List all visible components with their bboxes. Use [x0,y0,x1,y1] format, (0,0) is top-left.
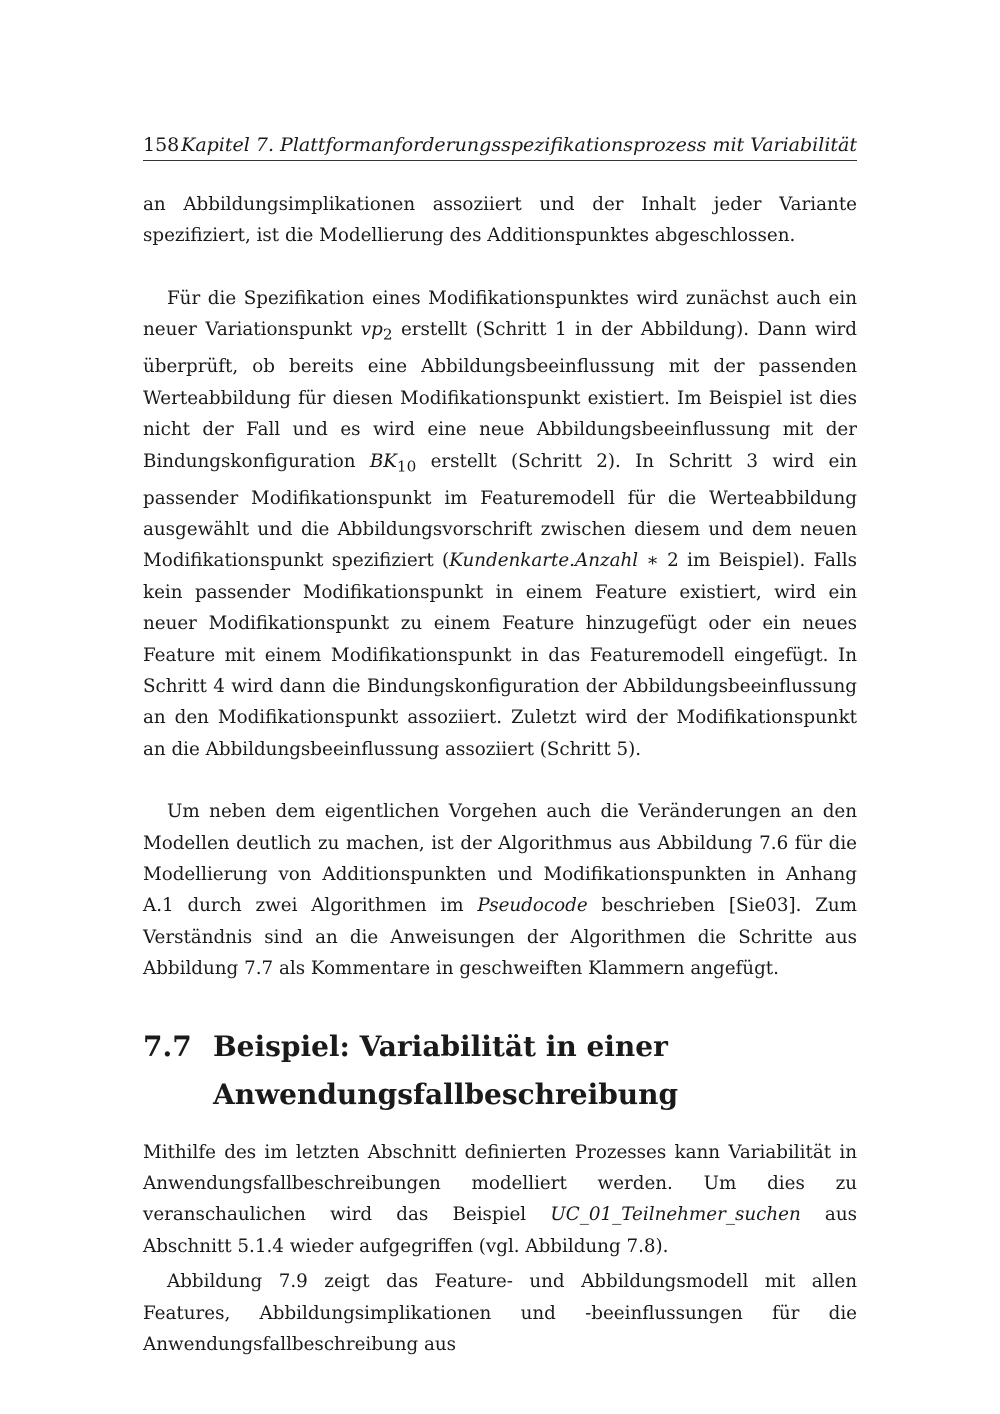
mapping-expression: Kundenkarte.Anzahl [449,550,639,572]
variation-point-subscript: 2 [382,325,393,344]
paragraph-2 [143,283,857,765]
paragraph-2-text-a: Für die Spezifikation eines Modifikationspunktes wird zunächst auch ein neuer Variationspunkt [143,287,857,341]
section-heading [143,1023,857,1119]
paragraph-3-text-b: beschrieben [Sie03]. Zum Verständnis sind an die Anweisungen der Algorithmen die Schritte aus Abbildung 7.7 als Kommentare in geschweiften Klammern angefügt. [143,895,858,980]
paragraph-2-text-c: erstellt (Schritt 2). In Schritt 3 wird ein passender Modifikationspunkt im Featuremodell für die Werteabbildung ausgewählt und die Abbildungsvorschrift zwischen diesem und dem neuen Modifikationspunkt spezifiziert ( [143,450,857,572]
pseudocode-term: Pseudocode [477,895,588,917]
section-title: Beispiel: Variabilität in einer Anwendungsfallbeschreibung [213,1029,679,1111]
running-title: Kapitel 7. Plattformanforderungsspezifikationsprozess mit Variabilität [181,134,857,156]
paragraph-3 [143,796,857,984]
binding-config-symbol: BK [369,450,397,472]
mapping-expression-rest: ∗ 2 [638,550,679,572]
paragraph-3-text-a: Um neben dem eigentlichen Vorgehen auch die Veränderungen an den Modellen deutlich zu machen, ist der Algorithmus aus Abbildung 7.6 für die Modellierung von Additionspunkten und Modifikationspunkten in Anhang A.1 durch zwei Algorithmen im [143,801,857,917]
page-number: 158 [143,134,180,156]
paragraph-1: an Abbildungsimplikationen assoziiert und der Inhalt jeder Variante spezifiziert, ist die Modellierung des Additionspunktes abgeschlossen. [143,194,857,247]
use-case-id: UC_01_Teilnehmer_suchen [550,1204,801,1226]
variation-point-symbol: vp [360,319,383,341]
paragraph-2-text-d: im Beispiel). Falls kein passender Modifikationspunkt in einem Feature existiert, wird ein neuer Modifikationspunkt zu einem Feature hinzugefügt oder ein neues Feature mit einem Modifikationspunkt in das Featuremodell eingefügt. In Schritt 4 wird dann die Bindungskonfiguration der Abbildungsbeeinflussung an den Modifikationspunkt assoziiert. Zuletzt wird der Modifikationspunkt an die Abbildungsbeeinflussung assoziiert (Schritt 5). [143,550,857,760]
paragraph-4-text-b: aus Abschnitt 5.1.4 wieder aufgegriffen (vgl. Abbildung 7.8). [143,1204,857,1257]
paragraph-5: Abbildung 7.9 zeigt das Feature- und Abbildungsmodell mit allen Features, Abbildungsimplikationen und -beeinflussungen für die Anwendungsfallbeschreibung aus [143,1271,857,1356]
paragraph-4 [143,1137,857,1263]
section-number: 7.7 [143,1029,192,1063]
paragraph-4-text-a: Mithilfe des im letzten Abschnitt definierten Prozesses kann Variabilität in Anwendungsfallbeschreibungen modelliert werden. Um dies zu veranschaulichen wird das Beispiel [143,1141,857,1226]
binding-config-subscript: 10 [396,457,417,476]
running-header [143,132,857,161]
paragraph-2-text-b: erstellt (Schritt 1 in der Abbildung). Dann wird überprüft, ob bereits eine Abbildungsbeeinflussung mit der passenden Werteabbildung für diesen Modifikationspunkt existiert. Im Beispiel ist dies nicht der Fall und es wird eine neue Abbildungsbeeinflussung mit der Bindungskonfiguration [143,319,857,472]
page-body [143,189,857,1361]
